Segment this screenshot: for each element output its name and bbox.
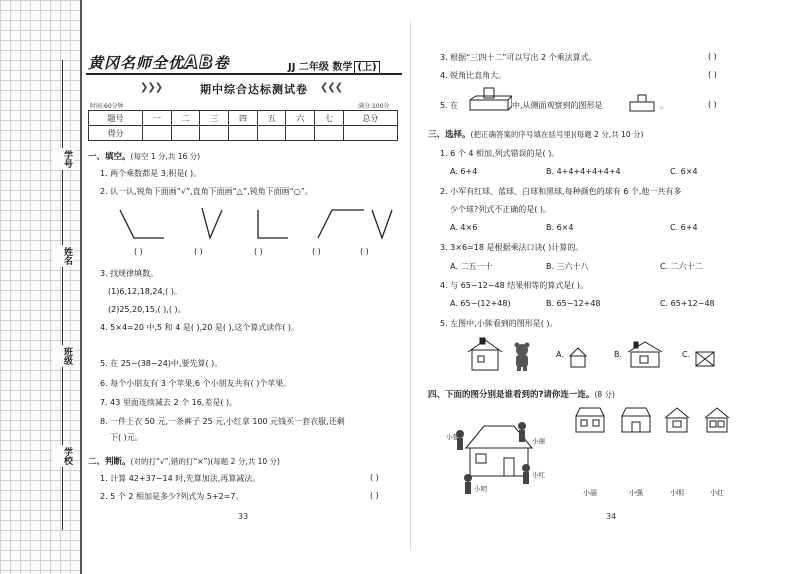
score-header-cell: 七 (315, 111, 344, 126)
kid-label-xiaoli: 小丽 (532, 437, 545, 445)
choice-1-option-a[interactable]: A. 6+4 (450, 167, 478, 176)
score-cell[interactable] (200, 126, 229, 141)
choice-5: 5. 左图中,小熊看到的图形是( )。 (440, 319, 558, 328)
score-cell[interactable] (343, 126, 397, 141)
option-c-top-view-icon (694, 350, 716, 368)
side-view-figure-icon (628, 94, 656, 112)
section-3-title (428, 128, 643, 140)
choice-2-line1: 2. 小军有红球、蓝球、白球和黑球,每种颜色的球有 6 个,他一共有多 (440, 187, 682, 196)
judge-3: 3. 根据“三四十二”可以写出 2 个乘法算式。 (440, 53, 597, 62)
gutter-student-id: 学号 (52, 148, 74, 170)
option-a-side-view-icon (568, 346, 588, 368)
brand-suffix: 卷 (213, 54, 230, 72)
choice-3-option-a[interactable]: A. 二五一十 (450, 262, 493, 271)
score-header-cell: 题号 (89, 111, 143, 126)
name-option-xiaoli[interactable]: 小丽 (583, 489, 597, 497)
section-4-heading: 四、下面的图分别是谁看到的?请你连一连。 (428, 390, 595, 400)
choice-5-option-c[interactable]: C. (682, 350, 691, 359)
score-row-label: 得分 (89, 126, 143, 141)
brand-ab-logo: AB (184, 52, 214, 73)
question-1-3a: (1)6,12,18,24,( )。 (108, 287, 182, 296)
judge-5-answer[interactable]: ( ) (708, 100, 717, 109)
judge-5-prefix: 5. 在 (440, 101, 459, 110)
binding-gutter (0, 0, 82, 574)
house-bear-scene (462, 336, 542, 372)
name-option-xiaoming[interactable]: 小明 (670, 489, 684, 497)
gutter-name: 姓名 (52, 245, 74, 267)
obtuse-angle-2-icon (318, 210, 364, 238)
section-3-note: (把正确答案的序号填在括号里)(每题 2 分,共 10 分) (470, 130, 644, 139)
gutter-class: 班级 (52, 345, 74, 367)
score-table (88, 110, 398, 141)
page-number-left: 33 (238, 512, 249, 521)
question-1-7: 7. 43 里面连续减去 2 个 16,差是( )。 (100, 398, 238, 407)
bear-icon (515, 343, 530, 372)
question-1-1: 1. 两个乘数都是 3,积是( )。 (100, 169, 202, 178)
score-table-score-row (89, 126, 398, 141)
header-rule (86, 73, 402, 75)
angle-answer-3[interactable]: ( ) (254, 247, 263, 256)
score-cell[interactable] (257, 126, 286, 141)
question-1-5: 5. 在 25−(38−24)中,要先算( )。 (100, 359, 223, 368)
judge-1: 1. 计算 42+37−14 时,先算加法,再算减法。 (100, 474, 261, 483)
choice-5-option-b[interactable]: B. (614, 350, 623, 359)
section-2-title (88, 455, 280, 467)
judge-5-text: 中,从侧面观察到的图形是 (512, 101, 603, 110)
edition-term: (上) (354, 61, 379, 74)
score-header-cell: 总分 (343, 111, 397, 126)
gutter-school: 学校 (52, 445, 74, 467)
exam-title: 期中综合达标测试卷 (200, 83, 308, 96)
choice-1-option-c[interactable]: C. 6×4 (670, 167, 698, 176)
score-cell[interactable] (143, 126, 172, 141)
choice-5-option-a[interactable]: A. (556, 350, 564, 359)
score-cell[interactable] (286, 126, 315, 141)
score-header-cell: 四 (229, 111, 258, 126)
obtuse-angle-1-icon (120, 210, 164, 238)
solid-figure-icon (468, 86, 512, 112)
acute-angle-2-icon (372, 210, 392, 238)
right-angle-icon (258, 210, 288, 238)
section-2-heading: 二、判断。 (88, 457, 131, 467)
question-1-8-line1: 8. 一件上衣 50 元,一条裤子 25 元,小红拿 100 元钱买一套衣服,还剩 (100, 417, 345, 426)
acute-angle-icon (202, 208, 222, 238)
angle-answer-4[interactable]: ( ) (312, 247, 321, 256)
choice-3-option-b[interactable]: B. 三六十八 (546, 262, 589, 271)
name-option-xiaohong[interactable]: 小红 (710, 489, 724, 497)
score-table-header-row (89, 111, 398, 126)
angle-answer-2[interactable]: ( ) (194, 247, 203, 256)
choice-3-option-c[interactable]: C. 二六十二 (660, 262, 703, 271)
judge-3-answer[interactable]: ( ) (708, 52, 717, 61)
view-figure-1-icon[interactable] (572, 406, 608, 434)
arrows-right-icon: ❮❮❮ (320, 82, 343, 93)
view-figure-2-icon[interactable] (618, 406, 654, 434)
choice-1-option-b[interactable]: B. 4+4+4+4+4+4 (546, 167, 621, 176)
section-3-heading: 三、选择。 (428, 130, 471, 140)
child-xiaoli-icon (518, 422, 526, 442)
child-xiaoming-icon (464, 474, 472, 494)
question-1-8-line2: 下( )元。 (110, 433, 143, 442)
arrows-left-icon: ❯❯❯ (140, 82, 163, 93)
name-option-xiaoqiang[interactable]: 小强 (629, 489, 643, 497)
choice-2-option-c[interactable]: C. 6+4 (670, 223, 698, 232)
kid-label-xiaoming: 小明 (474, 485, 487, 493)
score-cell[interactable] (229, 126, 258, 141)
judge-2: 2. 5 个 2 相加是多少?列式为 5+2=7。 (100, 492, 244, 501)
time-note: 时间:60分钟 (90, 103, 124, 110)
score-header-cell: 三 (200, 111, 229, 126)
choice-4-option-a[interactable]: A. 65−(12+48) (450, 299, 511, 308)
question-1-4: 4. 5×4=20 中,5 和 4 是( ),20 是( ),这个算式读作( )。 (100, 323, 299, 332)
choice-2-option-b[interactable]: B. 6×4 (546, 223, 574, 232)
page-divider (410, 20, 411, 550)
choice-4-option-c[interactable]: C. 65+12−48 (660, 299, 715, 308)
kid-label-xiaohong: 小红 (532, 471, 545, 479)
judge-5-period: 。 (660, 101, 668, 110)
judge-4-answer[interactable]: ( ) (708, 70, 717, 79)
edition-label (288, 58, 380, 73)
choice-4: 4. 与 65−12−48 结果相等的算式是( )。 (440, 281, 588, 290)
house-children-scene (446, 412, 556, 502)
judge-1-answer[interactable]: ( ) (370, 473, 379, 482)
view-figure-4-icon[interactable] (702, 406, 732, 434)
score-cell[interactable] (315, 126, 344, 141)
score-cell[interactable] (171, 126, 200, 141)
question-1-3: 3. 找规律填数。 (100, 269, 159, 278)
question-1-3b: (2)25,20,15,( ),( )。 (108, 305, 186, 314)
edition-text: JJ 二年级 数学 (288, 62, 353, 73)
kid-label-xiaoqiang: 小强 (446, 433, 459, 441)
score-header-cell: 二 (171, 111, 200, 126)
house-body-icon (472, 350, 498, 370)
brand-title (88, 52, 230, 73)
angle-answer-5[interactable]: ( ) (360, 247, 369, 256)
brand-text: 黄冈名师全优 (88, 54, 185, 72)
option-b-front-view-icon (626, 340, 664, 368)
section-1-title (88, 150, 200, 162)
score-header-cell: 一 (143, 111, 172, 126)
score-note: 满分:100分 (358, 103, 390, 110)
judge-2-answer[interactable]: ( ) (370, 491, 379, 500)
choice-1: 1. 6 个 4 相加,列式错误的是( )。 (440, 149, 560, 158)
choice-4-option-b[interactable]: B. 65−12+48 (546, 299, 601, 308)
question-1-2: 2. 认一认,锐角下面画“√”,直角下面画“△”,钝角下面画“○”。 (100, 187, 313, 196)
choice-3: 3. 3×6=18 是根据乘法口诀( )计算的。 (440, 243, 584, 252)
score-header-cell: 五 (257, 111, 286, 126)
page-number-right: 34 (606, 512, 617, 521)
scene-house-body-icon (470, 448, 528, 476)
choice-2-line2: 少个球?列式不正确的是( )。 (450, 205, 552, 214)
section-2-note: (对的打“√”,错的打“×”)(每题 2 分,共 10 分) (130, 457, 280, 466)
view-figure-3-icon[interactable] (662, 406, 692, 434)
section-1-note: (每空 1 分,共 16 分) (130, 152, 201, 161)
score-header-cell: 六 (286, 111, 315, 126)
angle-figures (110, 204, 400, 244)
angle-answer-1[interactable]: ( ) (134, 247, 143, 256)
choice-2-option-a[interactable]: A. 4×6 (450, 223, 478, 232)
child-xiaohong-icon (522, 464, 530, 484)
question-1-6: 6. 每个小朋友有 3 个苹果,6 个小朋友共有( )个苹果。 (100, 379, 292, 388)
judge-4: 4. 锐角比直角大。 (440, 71, 507, 80)
section-4-note: (8 分) (594, 390, 615, 399)
section-4-title (428, 388, 615, 400)
section-1-heading: 一、填空。 (88, 152, 131, 162)
